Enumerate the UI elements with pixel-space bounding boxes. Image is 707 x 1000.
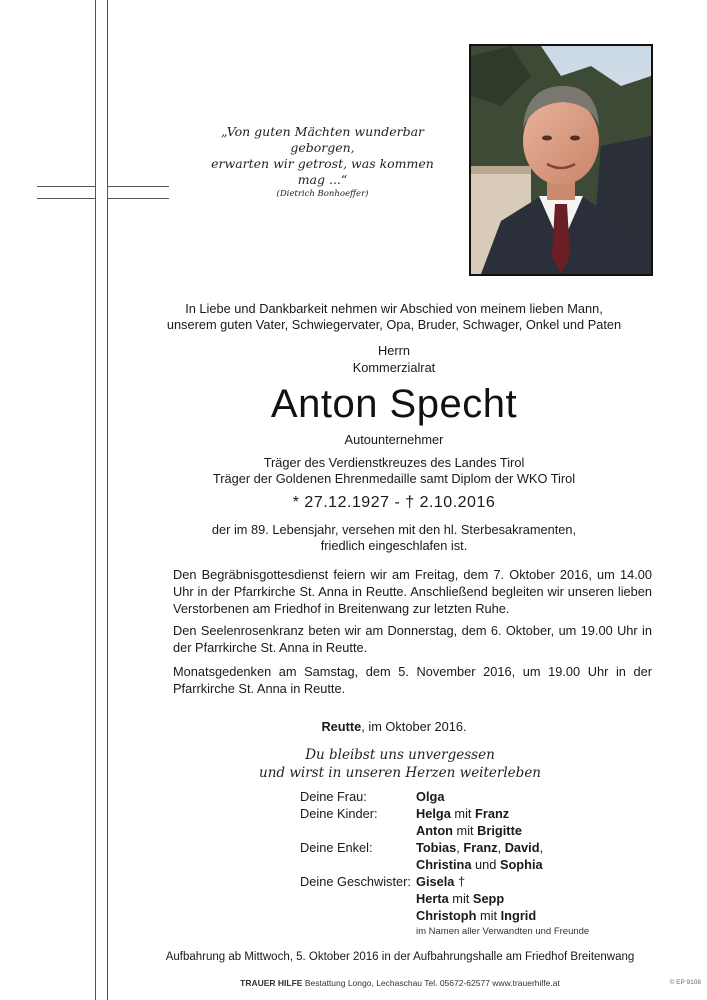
- viewing-info: Aufbahrung ab Mittwoch, 5. Oktober 2016 in der Aufbahrungshalle am Friedhof Breitenwang: [165, 951, 635, 963]
- sibling-partner-name: Ingrid: [500, 908, 537, 923]
- salutation: Herrn: [378, 343, 410, 358]
- honorific: Kommerzialrat: [352, 360, 436, 375]
- siblings-label: Deine Geschwister:: [300, 874, 411, 889]
- child-name: Helga: [416, 806, 451, 821]
- sibling-row-1: [416, 873, 465, 890]
- family-note: im Namen aller Verwandten und Freunde: [416, 926, 590, 937]
- intro-line-2: unserem guten Vater, Schwiegervater, Opa, Bruder, Schwager, Onkel und Paten: [166, 317, 622, 332]
- wife-name: Olga: [416, 789, 445, 804]
- grandchild-name: Sophia: [499, 857, 543, 872]
- award-line-1: Träger des Verdienstkreuzes des Landes Tirol: [263, 455, 525, 470]
- grandchild-name: Christina: [416, 857, 472, 872]
- intro-line-1: In Liebe und Dankbarkeit nehmen wir Abschied von meinem lieben Mann,: [185, 301, 603, 316]
- portrait-photo: [469, 44, 653, 276]
- intro-text: [120, 301, 668, 333]
- sibling-name: Herta: [416, 891, 449, 906]
- and-word: und: [475, 857, 497, 872]
- template-code: © EP 9108: [669, 979, 701, 986]
- sibling-name: Gisela: [416, 874, 455, 889]
- cross-horizontal-line-top-right: [107, 186, 169, 187]
- motto-line-1: Du bleibst uns unvergessen: [305, 747, 495, 763]
- sibling-name: Christoph: [416, 908, 477, 923]
- grandchild-name: Tobias: [416, 840, 457, 855]
- place-date-text: , im Oktober 2016.: [361, 719, 467, 734]
- child-row-2: [416, 822, 522, 839]
- place-name: Reutte: [321, 719, 362, 734]
- portrait-illustration: [471, 46, 651, 274]
- death-text: [120, 522, 668, 554]
- with-word: mit: [480, 908, 498, 923]
- with-word: mit: [454, 806, 472, 821]
- cross-horizontal-line-top: [37, 186, 95, 187]
- grandchildren-row-2: [416, 856, 543, 873]
- motto: [150, 746, 650, 782]
- profession: Autounternehmer: [344, 432, 444, 447]
- child-name: Anton: [416, 823, 453, 838]
- awards: [120, 455, 668, 487]
- deceased-name: Anton Specht: [270, 382, 518, 426]
- cross-vertical-line-right: [107, 0, 108, 1000]
- imprint-text: Bestattung Longo, Lechaschau Tel. 05672-62577 www.trauerhilfe.at: [302, 978, 560, 988]
- award-line-2: Träger der Goldenen Ehrenmedaille samt Diplom der WKO Tirol: [212, 471, 576, 486]
- with-word: mit: [456, 823, 474, 838]
- child-partner-name: Brigitte: [477, 823, 522, 838]
- funeral-paragraph: Den Begräbnisgottesdienst feiern wir am Freitag, dem 7. Oktober 2016, um 14.00 Uhr in der Pfarrkirche St. Anna in Reutte. Anschließend begleiten wir unseren lieben Verstorbenen am Friedhof in Breitenwang zur letzten Ruhe.: [173, 567, 652, 616]
- quote-block: [200, 124, 445, 200]
- motto-line-2: und wirst in unseren Herzen weiterleben: [259, 765, 541, 781]
- memorial-paragraph: Monatsgedenken am Samstag, dem 5. November 2016, um 19.00 Uhr in der Pfarrkirche St. Anna in Reutte.: [173, 664, 652, 696]
- with-word: mit: [452, 891, 470, 906]
- place-date: [120, 719, 668, 735]
- cross-vertical-line-left: [95, 0, 96, 1000]
- sibling-partner-name: Sepp: [472, 891, 505, 906]
- grandchildren-row-1: Tobias, Franz, David,: [416, 840, 544, 855]
- rosary-paragraph: Den Seelenrosenkranz beten wir am Donnerstag, dem 6. Oktober, um 19.00 Uhr in der Pfarrkirche St. Anna in Reutte.: [173, 623, 652, 655]
- cross-horizontal-line-bottom: [37, 198, 95, 199]
- deceased-cross-mark: †: [457, 874, 466, 889]
- children-label: Deine Kinder:: [300, 806, 378, 821]
- child-row-1: [416, 805, 509, 822]
- sibling-row-2: [416, 890, 504, 907]
- grandchildren-label: Deine Enkel:: [300, 840, 373, 855]
- child-partner-name: Franz: [475, 806, 510, 821]
- cross-horizontal-line-bottom-right: [107, 198, 169, 199]
- quote-line-1: „Von guten Mächten wunderbar geborgen,: [220, 124, 425, 155]
- imprint: [120, 977, 680, 989]
- grandchild-name: David: [504, 840, 540, 855]
- death-text-line-2: friedlich eingeschlafen ist.: [320, 538, 468, 553]
- death-text-line-1: der im 89. Lebensjahr, versehen mit den hl. Sterbesakramenten,: [211, 522, 577, 537]
- sibling-row-3: [416, 907, 536, 924]
- quote-author: (Dietrich Bonhoeffer): [276, 189, 369, 199]
- quote-line-2: erwarten wir getrost, was kommen mag ...“: [211, 156, 434, 187]
- life-dates: * 27.12.1927 - † 2.10.2016: [292, 494, 496, 511]
- imprint-brand: TRAUER HILFE: [240, 978, 303, 988]
- grandchild-name: Franz: [463, 840, 498, 855]
- wife-label: Deine Frau:: [300, 789, 367, 804]
